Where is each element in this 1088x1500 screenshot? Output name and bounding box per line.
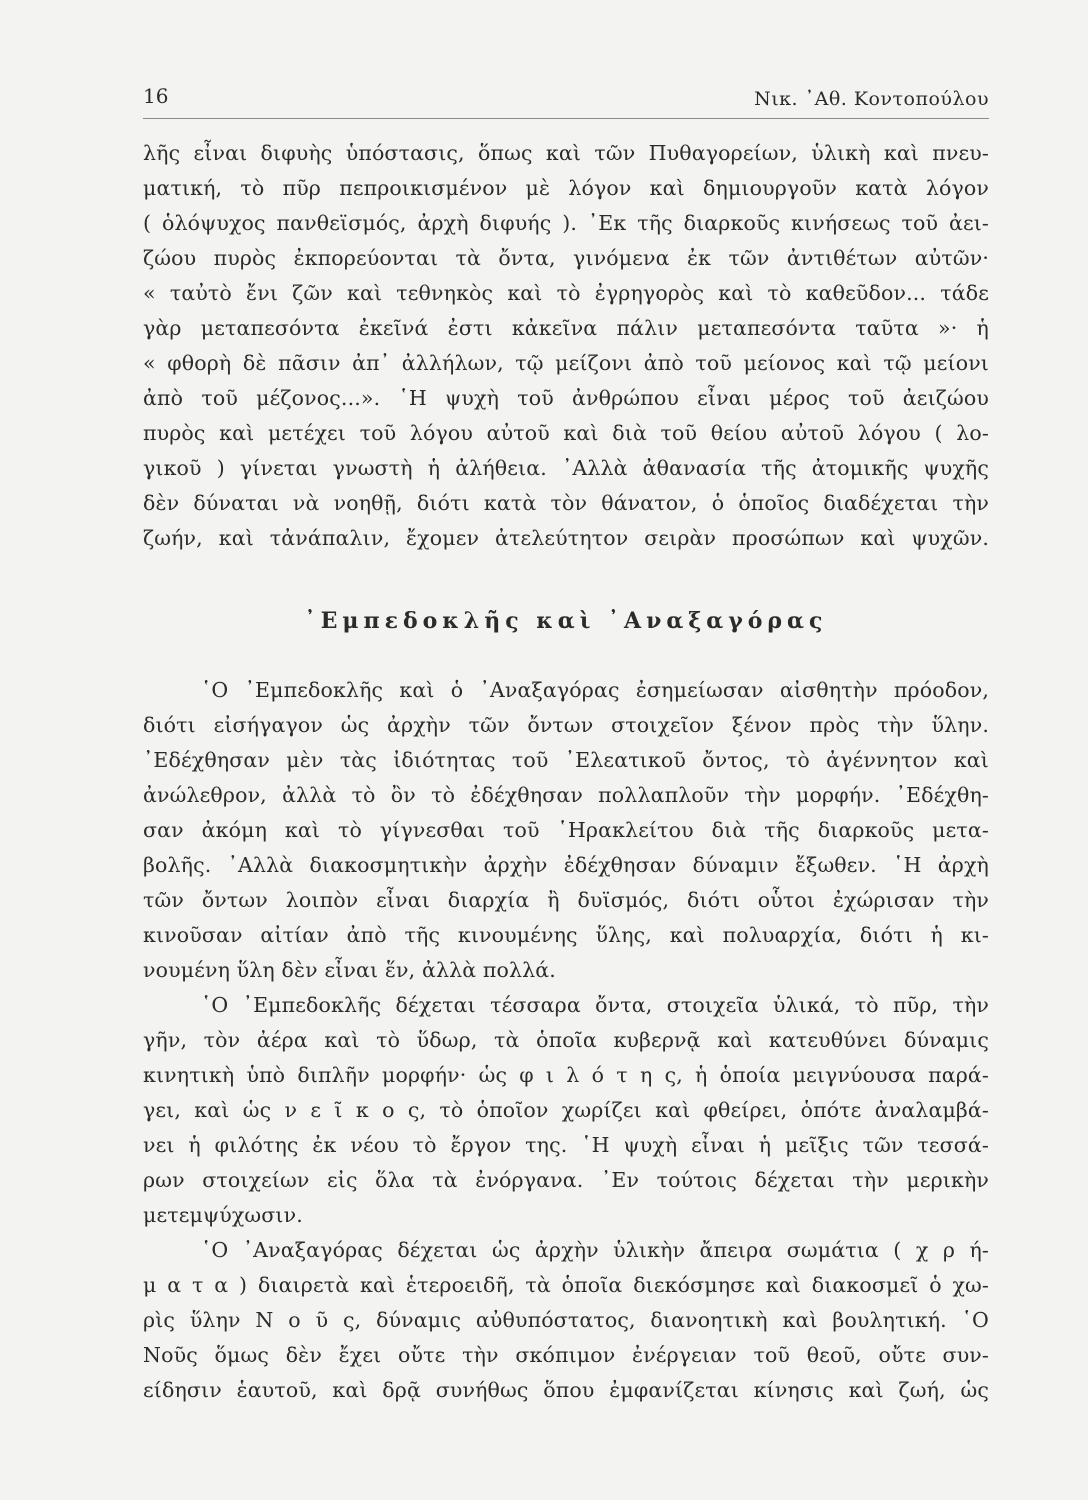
text-line: σαν ἀκόμη καὶ τὸ γίγνεσθαι τοῦ ῾Ηρακλείτου διὰ τῆς διαρκοῦς μετα- [143,818,989,842]
section-heading: ᾿Εμπεδοκλῆς καὶ ᾿Αναξαγόρας [304,608,828,634]
text-line: τῶν ὄντων λοιπὸν εἶναι διαρχία ἢ δυϊσμός, διότι οὗτοι ἐχώρισαν τὴν [143,888,989,912]
text-line: είδησιν ἑαυτοῦ, καὶ δρᾷ συνήθως ὅπου ἐμφανίζεται κίνησις καὶ ζωή, ὡς [143,1378,989,1402]
text-line: διότι εἰσήγαγον ὡς ἀρχὴν τῶν ὄντων στοιχεῖον ξένον πρὸς τὴν ὕλην. [143,713,989,737]
paragraph-empedocles-anaxagoras [143,673,989,988]
paragraph-empedocles [143,988,989,1233]
text-line: βολῆς. ᾿Αλλὰ διακοσμητικὴν ἀρχὴν ἐδέχθησαν δύναμιν ἔξωθεν. ῾Η ἀρχὴ [143,853,989,877]
text-line: πυρὸς καὶ μετέχει τοῦ λόγου αὐτοῦ καὶ διὰ τοῦ θείου αὐτοῦ λόγου ( λο- [143,421,989,445]
text-line: μετεμψύχωσιν. [143,1203,303,1227]
text-line: Νοῦς ὅμως δὲν ἔχει οὔτε τὴν σκόπιμον ἐνέργειαν τοῦ θεοῦ, οὔτε συν- [143,1343,989,1367]
text-line: κινοῦσαν αἰτίαν ἀπὸ τῆς κινουμένης ὕλης, καὶ πολυαρχία, διότι ἡ κι- [143,923,989,947]
text-line: ἀνώλεθρον, ἀλλὰ τὸ ὂν τὸ ἐδέχθησαν πολλαπλοῦν τὴν μορφήν. ᾿Εδέχθη- [143,783,989,807]
text-line: ἀπὸ τοῦ μέζονος...». ῾Η ψυχὴ τοῦ ἀνθρώπου εἶναι μέρος τοῦ ἀειζώου [143,386,989,410]
text-line: ῾Ο ᾿Εμπεδοκλῆς καὶ ὁ ᾿Αναξαγόρας ἐσημείωσαν αἰσθητὴν πρόοδον, [201,678,989,702]
text-line: ματική, τὸ πῦρ πεπροικισμένον μὲ λόγον καὶ δημιουργοῦν κατὰ λόγον [143,176,989,200]
running-head: Νικ. ᾿Αθ. Κοντοπούλου [754,88,989,110]
text-line: γῆν, τὸν ἀέρα καὶ τὸ ὕδωρ, τὰ ὁποῖα κυβερνᾷ καὶ κατευθύνει δύναμις [143,1028,989,1052]
text-line: λῆς εἶναι διφυὴς ὑπόστασις, ὅπως καὶ τῶν Πυθαγορείων, ὑλικὴ καὶ πνευ- [143,141,989,165]
text-line: ᾿Εδέχθησαν μὲν τὰς ἰδιότητας τοῦ ᾿Ελεατικοῦ ὄντος, τὸ ἀγέννητον καὶ [143,748,989,772]
page-number: 16 [143,84,169,108]
text-line: ζώου πυρὸς ἐκπορεύονται τὰ ὄντα, γινόμενα ἐκ τῶν ἀντιθέτων αὐτῶν· [143,246,989,270]
text-line: γικοῦ ) γίνεται γνωστὴ ἡ ἀλήθεια. ᾿Αλλὰ ἀθανασία τῆς ἀτομικῆς ψυχῆς [143,456,989,480]
text-line: ζωήν, καὶ τἀνάπαλιν, ἔχομεν ἀτελεύτητον σειρὰν προσώπων καὶ ψυχῶν. [143,526,989,550]
text-line: γὰρ μεταπεσόντα ἐκεῖνά ἐστι κἀκεῖνα πάλιν μεταπεσόντα ταῦτα »· ἡ [143,316,989,340]
paragraph-heraclitus [143,136,989,556]
text-line: ρὶς ὕλην Ν ο ῦ ς, δύναμις αὐθυπόστατος, διανοητικὴ καὶ βουλητική. ῾Ο [143,1308,989,1332]
text-line: ρων στοιχείων εἰς ὅλα τὰ ἐνόργανα. ᾿Εν τούτοις δέχεται τὴν μερικὴν [143,1168,989,1192]
page-header [143,84,989,119]
text-line: ῾Ο ᾿Αναξαγόρας δέχεται ὡς ἀρχὴν ὑλικὴν ἄπειρα σωμάτια ( χ ρ ή- [201,1238,989,1262]
text-line: μ α τ α ) διαιρετὰ καὶ ἑτεροειδῆ, τὰ ὁποῖα διεκόσμησε καὶ διακοσμεῖ ὁ χω- [143,1273,989,1297]
paragraph-anaxagoras [143,1233,989,1408]
text-line: γει, καὶ ὡς ν ε ῖ κ ο ς, τὸ ὁποῖον χωρίζει καὶ φθείρει, ὁπότε ἀναλαμβά- [143,1098,989,1122]
text-line: κινητικὴ ὑπὸ διπλῆν μορφήν· ὡς φ ι λ ό τ η ς, ἡ ὁποία μειγνύουσα παρά- [143,1063,989,1087]
text-line: « ταὐτὸ ἔνι ζῶν καὶ τεθνηκὸς καὶ τὸ ἐγρηγορὸς καὶ τὸ καθεῦδον... τάδε [143,281,989,305]
text-line: ῾Ο ᾿Εμπεδοκλῆς δέχεται τέσσαρα ὄντα, στοιχεῖα ὑλικά, τὸ πῦρ, τὴν [201,993,989,1017]
text-line: νει ἡ φιλότης ἐκ νέου τὸ ἔργον της. ῾Η ψυχὴ εἶναι ἡ μεῖξις τῶν τεσσά- [143,1133,989,1157]
text-line: « φθορὴ δὲ πᾶσιν ἀπ᾿ ἀλλήλων, τῷ μείζονι ἀπὸ τοῦ μείονος καὶ τῷ μείονι [143,351,989,375]
text-line: ( ὁλόψυχος πανθεϊσμός, ἀρχὴ διφυής ). ᾿Εκ τῆς διαρκοῦς κινήσεως τοῦ ἀει- [143,211,989,235]
text-line: δὲν δύναται νὰ νοηθῇ, διότι κατὰ τὸν θάνατον, ὁ ὁποῖος διαδέχεται τὴν [143,491,989,515]
text-line: νουμένη ὕλη δὲν εἶναι ἕν, ἀλλὰ πολλά. [143,958,556,982]
